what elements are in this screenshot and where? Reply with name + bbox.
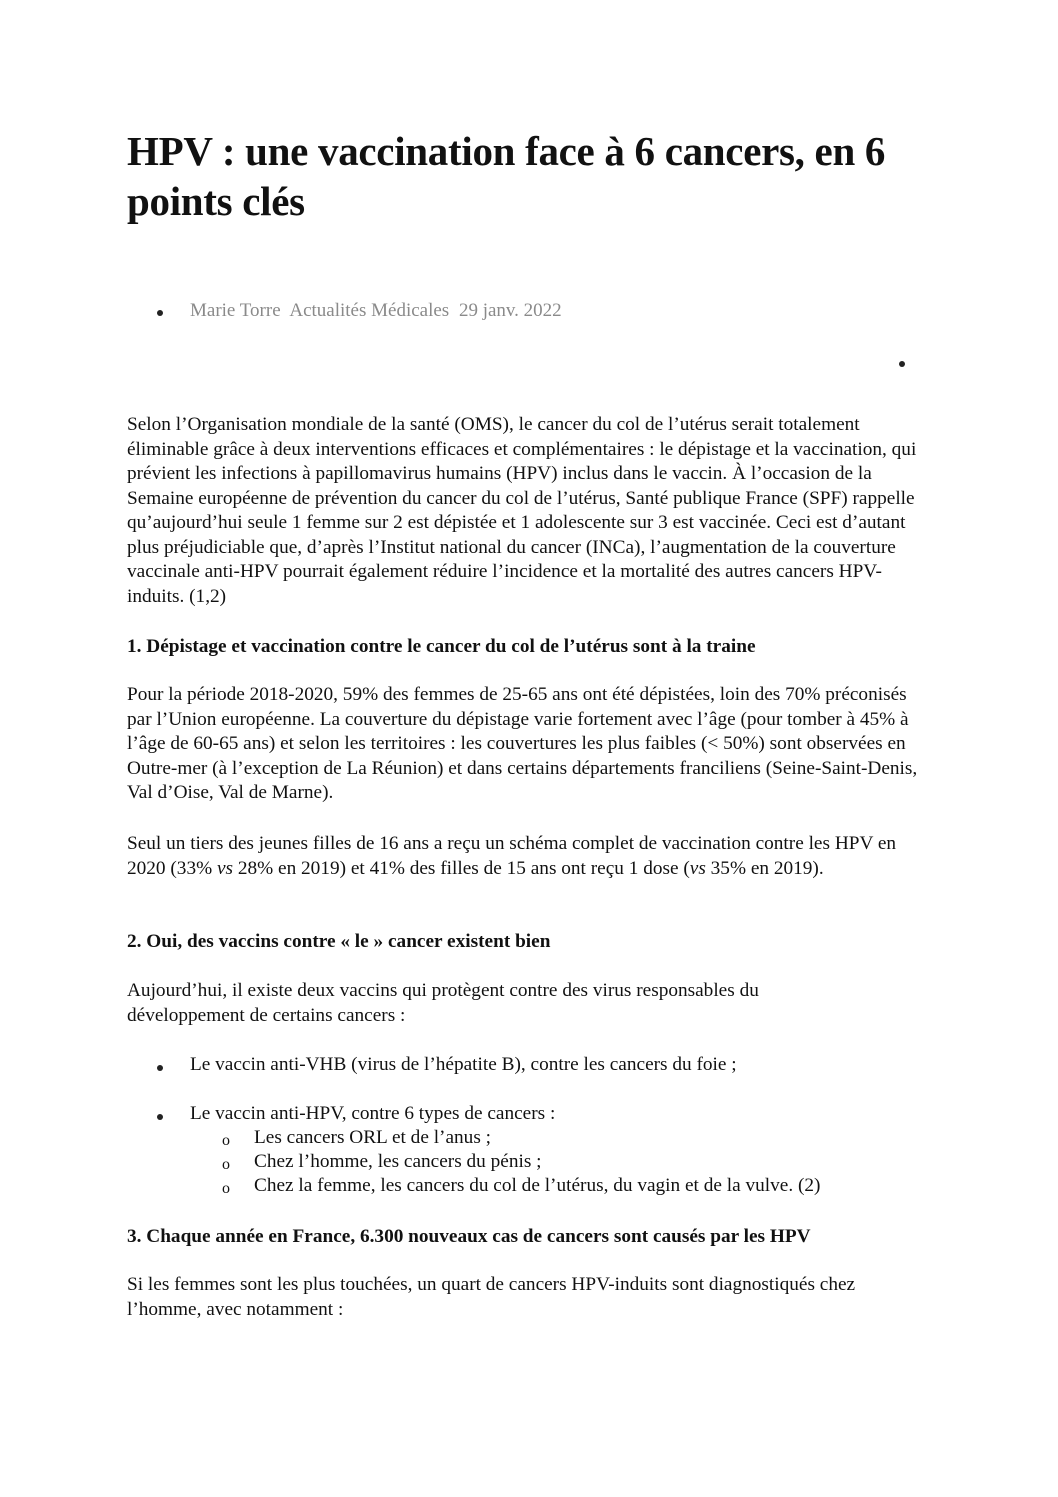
article-meta [190, 299, 567, 323]
sublist-item: Chez la femme, les cancers du col de l’utérus, du vagin et de la vulve. (2) [254, 1175, 821, 1196]
list-item-vaccine-vhb: Le vaccin anti-VHB (virus de l’hépatite B), contre les cancers du foie ; [190, 1054, 737, 1075]
section-heading-1: 1. Dépistage et vaccination contre le cancer du col de l’utérus sont à la traine [127, 636, 756, 657]
intro-paragraph: Selon l’Organisation mondiale de la santé (OMS), le cancer du col de l’utérus serait totalement éliminable grâce à deux interventions efficaces et complémentaires : le dépistage et la vaccination, qui prévient les infections à papillomavirus humains (HPV) inclus dans le vaccin. À l’occasion de la Semaine européenne de prévention du cancer du col de l’utérus, Santé publique France (SPF) rappelle qu’aujourd’hui seule 1 femme sur 2 est dépistée et 1 adolescente sur 3 est vaccinée. Ceci est d’autant plus préjudiciable que, d’après l’Institut national du cancer (INCa), l’augmentation de la couverture vaccinale anti-HPV pourrait également réduire l’incidence et la mortalité des autres cancers HPV-induits. (1,2) [127, 414, 917, 607]
list-bullet-icon [157, 1114, 163, 1120]
bullet-icon [899, 361, 905, 367]
list-item-vaccine-hpv: Le vaccin anti-HPV, contre 6 types de cancers : [190, 1103, 556, 1124]
sublist-marker-icon: o [222, 1132, 230, 1149]
section1-paragraph-2 [127, 832, 927, 881]
section2-paragraph: Aujourd’hui, il existe deux vaccins qui protègent contre des virus responsables du développement de certains cancers : [127, 980, 759, 1026]
sublist-item: Les cancers ORL et de l’anus ; [254, 1127, 491, 1148]
meta-bullet-icon [157, 310, 163, 316]
category-link[interactable]: Actualités Médicales [289, 300, 450, 321]
text-run: 28% en 2019) et 41% des filles de 15 ans ont reçu 1 dose ( [233, 857, 690, 879]
vs-italic: vs [216, 857, 234, 879]
section-heading-3: 3. Chaque année en France, 6.300 nouveaux cas de cancers sont causés par les HPV [127, 1226, 811, 1247]
text-run: Seul un tiers des jeunes filles de 16 ans a reçu un schéma complet de vaccination contre les HPV en 2020 (33% [127, 833, 897, 879]
sublist-marker-icon: o [222, 1156, 230, 1173]
sublist-item: Chez l’homme, les cancers du pénis ; [254, 1151, 542, 1172]
publish-date: 29 janv. 2022 [458, 300, 562, 321]
section3-paragraph: Si les femmes sont les plus touchées, un quart de cancers HPV-induits sont diagnostiqués chez l’homme, avec notamment : [127, 1274, 856, 1320]
sublist-marker-icon: o [222, 1180, 230, 1197]
list-bullet-icon [157, 1065, 163, 1071]
section1-paragraph-1: Pour la période 2018-2020, 59% des femmes de 25-65 ans ont été dépistées, loin des 70% préconisés par l’Union européenne. La couverture du dépistage varie fortement avec l’âge (pour tomber à 45% à l’âge de 60-65 ans) et selon les territoires : les couvertures les plus faibles (< 50%) sont observées en Outre-mer (à l’exception de La Réunion) et dans certains départements franciliens (Seine-Saint-Denis, Val d’Oise, Val de Marne). [127, 684, 918, 803]
text-run: 35% en 2019). [705, 857, 824, 879]
article-title: HPV : une vaccination face à 6 cancers, en 6 points clés [127, 128, 886, 224]
section-heading-2: 2. Oui, des vaccins contre « le » cancer existent bien [127, 931, 551, 952]
vs-italic: vs [689, 857, 706, 879]
author-link[interactable]: Marie Torre [190, 300, 281, 321]
